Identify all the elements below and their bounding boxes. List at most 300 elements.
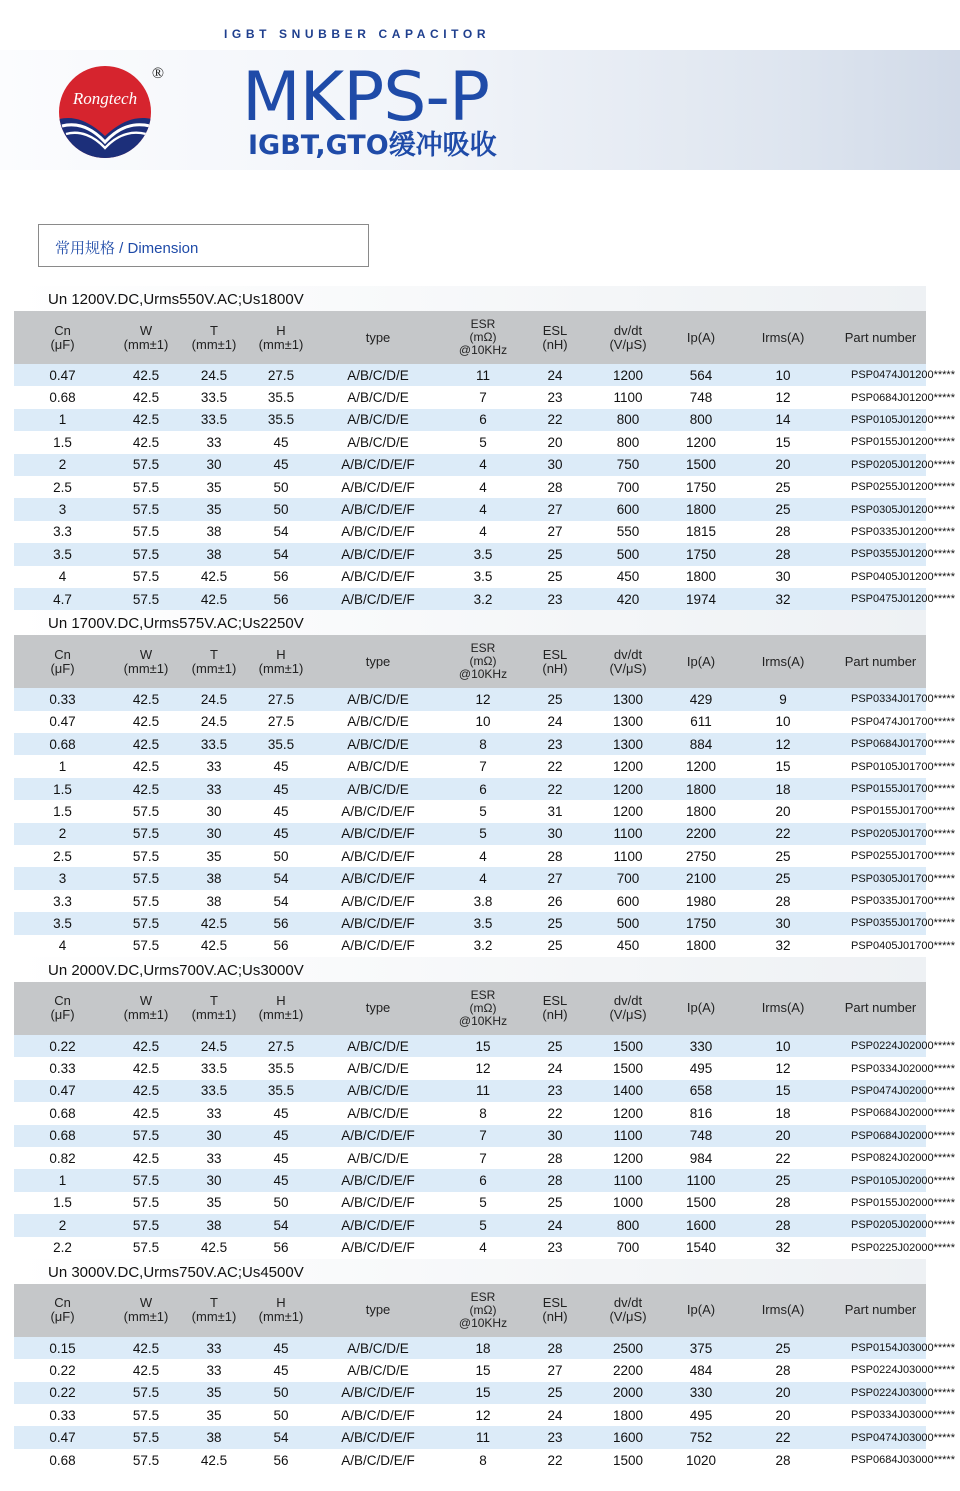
table-row [14, 755, 926, 777]
section-title: Un 1700V.DC,Urms575V.AC;Us2250V [14, 610, 926, 635]
table-row [14, 1359, 926, 1381]
column-header [111, 1284, 181, 1337]
column-header [525, 982, 585, 1035]
table-cell: 38 [206, 524, 222, 540]
table-cell: 15 [441, 1035, 525, 1057]
table-cell: 30 [731, 912, 835, 934]
table-cell: 1750 [671, 912, 731, 934]
table-cell: 658 [671, 1080, 731, 1102]
table-cell: 38 [181, 543, 247, 565]
table-cell: 1020 [685, 1452, 717, 1468]
table-row [14, 800, 926, 822]
column-header-text: W [139, 646, 153, 662]
column-header [671, 982, 731, 1035]
table-cell: 3.8 [473, 893, 493, 909]
part-number-cell: PSP0105J01700***** [851, 760, 955, 773]
table-cell: 10 [731, 1035, 835, 1057]
column-header-text: dv/dt [613, 322, 643, 338]
table-cell: 24.5 [181, 688, 247, 710]
table-cell: 5 [479, 803, 487, 819]
table-cell: 0.68 [14, 733, 111, 755]
logo-text: Rongtech [72, 89, 138, 108]
table-cell: 25 [525, 543, 585, 565]
table-cell: 25 [547, 938, 563, 954]
table-row [14, 733, 926, 755]
column-header-text: type [365, 1000, 391, 1016]
part-number-cell: PSP0335J01200***** [851, 525, 955, 538]
column-header-text: ESR [470, 317, 496, 331]
table-cell: 1 [14, 1169, 111, 1191]
table-cell: 20 [775, 803, 791, 819]
column-header-text: Part number [844, 329, 917, 345]
table-cell: 35.5 [247, 733, 315, 755]
table-cell: 25 [731, 867, 835, 889]
table-cell: 1500 [612, 1452, 644, 1468]
table-cell: 42.5 [132, 1362, 160, 1378]
column-header [835, 635, 926, 688]
column-header-text: (mm±1) [191, 660, 237, 676]
table-row [14, 409, 926, 431]
table-cell: 45 [273, 434, 289, 450]
part-number-cell: PSP0105J02000***** [835, 1169, 926, 1191]
column-header [14, 982, 111, 1035]
part-number-cell: PSP0684J02000***** [835, 1125, 926, 1147]
table-cell: 35 [206, 1195, 222, 1211]
table-cell: 1400 [585, 1080, 671, 1102]
table-cell: 3.5 [14, 912, 111, 934]
table-cell: 18 [731, 778, 835, 800]
column-header-text: (mm±1) [123, 1007, 169, 1023]
column-header [671, 311, 731, 364]
table-cell: 1500 [671, 454, 731, 476]
table-cell: 42.5 [132, 714, 160, 730]
table-cell: 3.5 [473, 569, 493, 585]
table-cell: 4 [58, 569, 67, 585]
table-cell: 45 [247, 1169, 315, 1191]
table-row [14, 588, 926, 610]
table-cell: 0.47 [49, 714, 76, 730]
column-header-text: @10KHz [458, 667, 508, 682]
column-header-text: H [276, 993, 286, 1009]
table-cell: 22 [547, 1452, 563, 1468]
header-row [14, 311, 926, 364]
table-cell: 1.5 [53, 434, 72, 450]
table-cell: 884 [671, 733, 731, 755]
table-cell: 56 [273, 938, 289, 954]
column-header-text: (V/μS) [609, 1309, 647, 1325]
table-cell: 24 [525, 364, 585, 386]
table-row [14, 1449, 926, 1471]
part-number-cell: PSP0334J03000***** [851, 1409, 955, 1422]
table-cell: 54 [247, 1426, 315, 1448]
column-header-text: ESL [542, 646, 568, 662]
table-cell: 752 [671, 1426, 731, 1448]
column-header-text: H [276, 646, 286, 662]
table-cell: 33 [181, 1337, 247, 1359]
table-cell: 2.5 [53, 479, 72, 495]
column-header [441, 982, 525, 1035]
column-header-text: Ip(A) [686, 653, 716, 669]
table-cell: 30 [181, 1125, 247, 1147]
table-cell: 3 [14, 867, 111, 889]
table-cell: 25 [731, 1169, 835, 1191]
table-cell: 32 [731, 588, 835, 610]
table-cell: 816 [689, 1105, 713, 1121]
column-header-text: W [139, 993, 153, 1009]
table-cell: 6 [441, 409, 525, 431]
table-cell: 2 [14, 454, 111, 476]
column-header-text: (nH) [542, 660, 568, 676]
table-cell: 30 [206, 803, 222, 819]
table-cell: 23 [525, 733, 585, 755]
part-number-cell: PSP0224J03000***** [835, 1382, 926, 1404]
table-cell: 0.68 [49, 1452, 76, 1468]
table-cell: 42.5 [132, 1061, 160, 1077]
table-cell: 57.5 [111, 1169, 181, 1191]
table-cell: 57.5 [132, 803, 160, 819]
spec-table [14, 982, 955, 1259]
table-row [14, 711, 926, 733]
part-number-cell: PSP0305J01700***** [835, 867, 926, 889]
column-header [671, 635, 731, 688]
column-header [181, 982, 247, 1035]
table-cell: 33.5 [200, 1061, 228, 1077]
column-header-text: (mΩ) [469, 1000, 497, 1015]
table-cell: 57.5 [111, 543, 181, 565]
table-cell: 57.5 [111, 454, 181, 476]
table-cell: 20 [775, 1407, 791, 1423]
table-cell: 45 [273, 1150, 289, 1166]
table-cell: 7 [479, 759, 487, 775]
table-cell: 42.5 [200, 1240, 228, 1256]
table-cell: 6 [441, 778, 525, 800]
column-header-text: (nH) [542, 1309, 568, 1325]
table-cell: 0.82 [49, 1150, 76, 1166]
table-cell: 1800 [685, 938, 717, 954]
table-cell: 23 [547, 390, 563, 406]
table-cell: 0.33 [49, 1061, 76, 1077]
table-cell: 33 [206, 759, 222, 775]
table-cell: 42.5 [111, 364, 181, 386]
table-cell: A/B/C/D/E/F [341, 803, 415, 819]
column-header-text: ESL [542, 1295, 568, 1311]
table-cell: 38 [181, 1214, 247, 1236]
registered-mark: ® [151, 65, 165, 82]
table-cell: 54 [247, 867, 315, 889]
column-header [731, 311, 835, 364]
table-row [14, 1214, 926, 1236]
table-cell: 30 [525, 823, 585, 845]
table-cell: 30 [775, 569, 791, 585]
table-cell: 2.2 [53, 1240, 72, 1256]
table-cell: 611 [690, 714, 712, 730]
spec-table [14, 1284, 955, 1471]
table-cell: 42.5 [111, 409, 181, 431]
section-title: Un 2000V.DC,Urms700V.AC;Us3000V [14, 957, 926, 982]
table-cell: 11 [441, 364, 525, 386]
table-row [14, 1035, 926, 1057]
column-header [111, 982, 181, 1035]
table-cell: 57.5 [132, 1195, 160, 1211]
table-cell: 495 [689, 1061, 713, 1077]
table-cell: 11 [441, 1080, 525, 1102]
table-cell: 450 [616, 938, 640, 954]
table-cell: 27.5 [247, 688, 315, 710]
table-cell: 550 [616, 524, 640, 540]
table-cell: 50 [273, 1407, 289, 1423]
column-header [585, 982, 671, 1035]
table-cell: 1750 [671, 543, 731, 565]
column-header-text: type [365, 1302, 391, 1318]
table-cell: 2200 [671, 823, 731, 845]
table-cell: 25 [525, 688, 585, 710]
table-cell: 600 [585, 498, 671, 520]
table-cell: 10 [475, 714, 491, 730]
column-header [731, 982, 835, 1035]
table-cell: 57.5 [111, 1426, 181, 1448]
table-row [14, 778, 926, 800]
part-number-cell: PSP0224J03000***** [851, 1364, 955, 1377]
table-cell: 42.5 [111, 688, 181, 710]
table-cell: A/B/C/D/E [315, 733, 441, 755]
table-cell: 1000 [612, 1195, 644, 1211]
table-cell: 4 [479, 1240, 487, 1256]
table-cell: 1.5 [53, 803, 72, 819]
column-header [525, 635, 585, 688]
column-header-text: (mm±1) [123, 660, 169, 676]
part-number-cell: PSP0684J03000***** [851, 1454, 955, 1467]
table-cell: 12 [475, 1407, 491, 1423]
table-row [14, 688, 926, 710]
table-cell: 4 [441, 867, 525, 889]
table-cell: 42.5 [111, 1337, 181, 1359]
table-cell: 57.5 [111, 588, 181, 610]
table-cell: 25 [775, 848, 791, 864]
table-cell: 1200 [585, 364, 671, 386]
table-cell: A/B/C/D/E [347, 1105, 409, 1121]
table-cell: 42.5 [132, 1150, 160, 1166]
header-row [14, 982, 926, 1035]
column-header-text: (mm±1) [191, 1007, 237, 1023]
table-cell: 984 [689, 1150, 713, 1166]
table-cell: 56 [273, 1452, 289, 1468]
table-cell: 56 [273, 569, 289, 585]
part-number-cell: PSP0205J01200***** [835, 454, 926, 476]
part-number-cell: PSP0355J01200***** [835, 543, 926, 565]
column-header-text: (mm±1) [258, 1007, 304, 1023]
table-cell: 700 [585, 867, 671, 889]
table-cell: 0.15 [14, 1337, 111, 1359]
table-cell: A/B/C/D/E/F [315, 1426, 441, 1448]
part-number-cell: PSP0405J01200***** [851, 570, 955, 583]
table-cell: 800 [585, 409, 671, 431]
table-cell: 1100 [585, 1169, 671, 1191]
column-header-text: (mΩ) [469, 330, 497, 344]
column-header-text: T [210, 646, 218, 662]
table-cell: 22 [525, 778, 585, 800]
table-cell: 748 [689, 390, 713, 406]
section-title: Un 1200V.DC,Urms550V.AC;Us1800V [14, 286, 926, 311]
column-header [315, 1284, 441, 1337]
column-header-text: Cn [54, 646, 71, 662]
table-cell: 15 [475, 1362, 491, 1378]
column-header-text: (mm±1) [258, 336, 304, 352]
column-header [671, 1284, 731, 1337]
table-cell: 23 [525, 1080, 585, 1102]
table-cell: 42.5 [111, 1035, 181, 1057]
column-header-text: T [210, 993, 218, 1009]
table-cell: 33.5 [181, 1080, 247, 1102]
table-cell: A/B/C/D/E/F [341, 524, 415, 540]
table-cell: 33.5 [181, 733, 247, 755]
column-header [835, 982, 926, 1035]
table-cell: 57.5 [111, 498, 181, 520]
table-cell: A/B/C/D/E [315, 1337, 441, 1359]
table-cell: 56 [247, 912, 315, 934]
table-cell: 57.5 [111, 1382, 181, 1404]
table-cell: 27 [525, 867, 585, 889]
table-cell: 2200 [612, 1362, 644, 1378]
product-title: MKPS-P [242, 58, 489, 137]
table-cell: 10 [731, 364, 835, 386]
table-cell: A/B/C/D/E [315, 778, 441, 800]
column-header-text: @10KHz [458, 1013, 508, 1028]
table-cell: 20 [731, 1125, 835, 1147]
column-header-text: (V/μS) [609, 336, 647, 352]
table-cell: 22 [525, 409, 585, 431]
table-cell: 24 [547, 1407, 563, 1423]
table-cell: 1800 [685, 803, 717, 819]
part-number-cell: PSP0335J01700***** [851, 895, 955, 907]
product-subtitle: IGBT,GTO缓冲吸收 [248, 130, 497, 161]
table-cell: 57.5 [111, 823, 181, 845]
table-cell: 375 [671, 1337, 731, 1359]
table-cell: 56 [247, 588, 315, 610]
part-number-cell: PSP0155J01200***** [851, 436, 955, 449]
column-header-text: ESR [470, 641, 496, 656]
table-cell: 2 [14, 1214, 111, 1236]
table-cell: 748 [671, 1125, 731, 1147]
table-cell: 9 [731, 688, 835, 710]
table-cell: 30 [181, 454, 247, 476]
part-number-cell: PSP0224J02000***** [835, 1035, 926, 1057]
table-cell: 24 [547, 1061, 563, 1077]
table-cell: 1800 [685, 569, 717, 585]
table-cell: 1200 [685, 759, 717, 775]
table-row [14, 823, 926, 845]
table-cell: 0.22 [49, 1362, 76, 1378]
column-header [835, 1284, 926, 1337]
part-number-cell: PSP0205J02000***** [835, 1214, 926, 1236]
table-cell: A/B/C/D/E/F [341, 848, 415, 864]
column-header [585, 1284, 671, 1337]
table-cell: 25 [775, 479, 791, 495]
column-header-text: (V/μS) [609, 660, 647, 676]
table-cell: 1540 [685, 1240, 717, 1256]
table-cell: 0.22 [14, 1382, 111, 1404]
table-cell: 4 [479, 524, 487, 540]
table-row [14, 912, 926, 934]
table-cell: 25 [525, 912, 585, 934]
column-header [14, 635, 111, 688]
table-cell: 42.5 [111, 733, 181, 755]
table-cell: 484 [689, 1362, 713, 1378]
column-header-text: (mΩ) [469, 654, 497, 669]
table-cell: 24.5 [181, 1035, 247, 1057]
part-number-cell: PSP0824J02000***** [851, 1152, 955, 1165]
column-header [731, 1284, 835, 1337]
table-cell: 57.5 [132, 1240, 160, 1256]
column-header [181, 1284, 247, 1337]
table-cell: A/B/C/D/E [315, 364, 441, 386]
table-cell: 1100 [613, 390, 643, 406]
table-cell: 38 [181, 867, 247, 889]
table-cell: 429 [671, 688, 731, 710]
column-header-text: (mΩ) [469, 1302, 497, 1317]
table-cell: 7 [479, 1150, 487, 1166]
table-cell: 57.5 [111, 867, 181, 889]
table-cell: 2 [14, 823, 111, 845]
table-cell: 35 [206, 479, 222, 495]
column-header [315, 635, 441, 688]
table-cell: 1100 [585, 1125, 671, 1147]
table-cell: 2750 [685, 848, 717, 864]
table-cell: 54 [247, 1214, 315, 1236]
table-cell: 4 [479, 479, 487, 495]
table-cell: 33 [206, 434, 222, 450]
table-cell: 42.5 [132, 1105, 160, 1121]
part-number-cell: PSP0334J02000***** [851, 1062, 955, 1075]
table-cell: A/B/C/D/E [315, 1035, 441, 1057]
table-cell: 2.5 [53, 848, 72, 864]
column-header-text: ESL [542, 322, 568, 338]
table-cell: 27.5 [247, 1035, 315, 1057]
table-cell: 0.68 [49, 1105, 76, 1121]
column-header-text: dv/dt [613, 993, 643, 1009]
table-cell: 42.5 [181, 588, 247, 610]
table-cell: 25 [547, 569, 563, 585]
table-cell: 28 [731, 543, 835, 565]
part-number-cell: PSP0334J01700***** [835, 688, 926, 710]
part-number-cell: PSP0405J01700***** [851, 939, 955, 952]
table-cell: 54 [273, 893, 289, 909]
part-number-cell: PSP0155J01700***** [835, 778, 926, 800]
table-cell: 28 [775, 1195, 791, 1211]
table-cell: 50 [247, 498, 315, 520]
table-cell: 30 [525, 1125, 585, 1147]
table-cell: A/B/C/D/E [315, 409, 441, 431]
part-number-cell: PSP0475J01200***** [835, 588, 926, 610]
column-header [247, 311, 315, 364]
column-header-text: (mm±1) [191, 336, 237, 352]
part-number-cell: PSP0474J03000***** [835, 1426, 926, 1448]
table-cell: 45 [247, 454, 315, 476]
column-header [585, 635, 671, 688]
table-cell: 38 [206, 893, 222, 909]
column-header-text: Ip(A) [686, 1000, 716, 1016]
table-cell: A/B/C/D/E/F [341, 1452, 415, 1468]
table-cell: 1200 [685, 434, 717, 450]
table-cell: 2500 [585, 1337, 671, 1359]
table-cell: 32 [775, 938, 791, 954]
top-caption: IGBT SNUBBER CAPACITOR [224, 27, 491, 41]
table-cell: 0.22 [14, 1035, 111, 1057]
table-cell: 22 [547, 759, 563, 775]
column-header-text: Ip(A) [686, 1302, 716, 1318]
table-cell: 23 [547, 1240, 563, 1256]
table-cell: 8 [479, 1452, 487, 1468]
table-cell: 330 [671, 1035, 731, 1057]
